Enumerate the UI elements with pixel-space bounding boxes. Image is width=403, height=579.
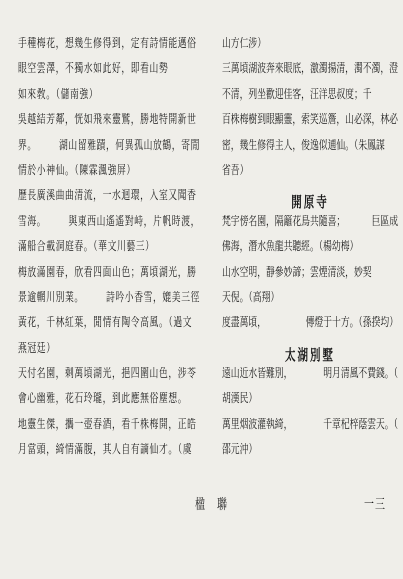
text-line <box>222 266 398 291</box>
text-line <box>18 37 200 62</box>
text-line <box>222 392 398 417</box>
line-text: 會心幽雅，花石玲瓏，到此應無俗塵想。 <box>18 392 188 407</box>
text-line <box>18 367 200 392</box>
text-line <box>18 62 200 87</box>
left-text-column <box>18 37 200 469</box>
section-heading-kaiyuan-temple: 開原寺 <box>291 194 329 212</box>
line-text-tail: 與東西山遙遙對峙，片帆時渡， <box>68 214 200 230</box>
line-text: 滿船合載洞庭春。（華文川藝三） <box>18 240 155 255</box>
text-line <box>18 88 200 113</box>
text-line <box>18 418 200 443</box>
section-heading-taihu-villa: 太湖別墅 <box>285 347 335 365</box>
text-line <box>222 367 398 392</box>
text-line <box>18 240 200 265</box>
text-line <box>18 316 200 341</box>
line-text: 遠山近水皆難別， <box>222 367 293 382</box>
text-line <box>18 291 200 316</box>
line-text: 界。 <box>18 138 37 154</box>
line-text: 山水空明，靜參妙諦；雲煙清淡，妙契 <box>222 265 372 281</box>
running-footer-title: 楹 聯 <box>195 498 228 514</box>
line-text-tail: 明月清風不費錢。（ <box>323 367 398 382</box>
line-text: 天付名園，剩萬頃湖光，挹四圍山色，涉苓 <box>18 367 197 382</box>
page-number: 一三 <box>364 498 386 514</box>
line-text: 密，幾生修得主人，俊逸似逋仙。（朱鳳謀 <box>222 138 385 154</box>
line-text: 燕冠廷） <box>18 341 56 357</box>
line-text: 山方仁涉） <box>222 37 266 52</box>
text-line <box>222 443 398 468</box>
line-text: 胡漢民） <box>222 392 258 407</box>
line-text-tail: 傳燈于十方。（孫揆均） <box>305 316 398 331</box>
text-line <box>222 240 398 265</box>
text-line <box>18 443 200 468</box>
line-text: 天倪。（高翔） <box>222 290 280 306</box>
line-text: 百株梅樹到眼顯靈，索笑巡簷，山必深，林必 <box>222 113 398 128</box>
line-text: 情於小神仙。（陳霖渢強屏） <box>18 163 136 179</box>
right-text-column <box>222 37 398 469</box>
line-text-tail: 千章杞梓蔭雲天。（ <box>323 417 398 433</box>
text-line <box>222 62 398 87</box>
text-line <box>18 392 200 417</box>
line-text: 三萬頃湖波奔來眼底，激濁揚清，濁不濁，澄 <box>222 62 398 77</box>
line-text: 邵元沖） <box>222 443 258 458</box>
line-text: 不清，列坐歡迎佳客，汪洋思叔度；千 <box>222 87 372 103</box>
line-text: 佛海，潛水魚龍共聽經。（楊幼梅） <box>222 240 359 255</box>
text-line <box>222 316 398 341</box>
text-line <box>18 164 200 189</box>
text-line <box>18 215 200 240</box>
line-text: 度盡萬頃， <box>222 316 266 331</box>
line-text: 如來敎。（儲南強） <box>18 87 99 103</box>
line-text-tail: 巨區成 <box>371 214 398 230</box>
line-text: 梵宇傍名園，隔籬花鳥共隨喜； <box>222 214 346 230</box>
line-text: 眼空雲澤，不獨水如此好，即看山勢 <box>18 62 169 77</box>
text-line <box>222 88 398 113</box>
text-line <box>222 139 398 164</box>
text-line <box>222 418 398 443</box>
line-text: 月當頭，綺情滿腹，其人自有謫仙才。（虞 <box>18 443 193 458</box>
line-text: 黃花，千林紅葉，閒情有陶令高風。（過文 <box>18 316 193 331</box>
text-line <box>222 215 398 240</box>
text-line <box>18 189 200 214</box>
text-line <box>222 291 398 316</box>
line-text: 地靈生傑，攜一壺春酒，看千株梅開，正皓 <box>18 417 197 433</box>
line-text-tail: 湖山留雅蹟，何異孤山放鶴，寄閒 <box>59 138 200 154</box>
text-line <box>222 113 398 138</box>
line-text: 省吾） <box>222 163 249 179</box>
section-heading-row <box>222 342 398 367</box>
text-line <box>222 37 398 62</box>
text-line <box>222 164 398 189</box>
text-line <box>18 139 200 164</box>
line-text: 雪海。 <box>18 214 47 230</box>
section-heading-row <box>222 189 398 214</box>
line-text: 手種梅花，想幾生修得到，定有詩情能邁俗 <box>18 37 197 52</box>
line-text-tail: 詩吟小香雪，媲美三徑 <box>106 290 200 306</box>
line-text: 梅放滿園春，欣看四面山色；萬頃湖光，勝 <box>18 265 197 281</box>
text-line <box>18 266 200 291</box>
line-text: 萬里烟波灌執綺， <box>222 417 293 433</box>
line-text: 吳越結芳鄰，恍如飛來靈鷲，勝地特開新世 <box>18 113 197 128</box>
text-line <box>18 342 200 367</box>
text-line <box>18 113 200 138</box>
line-text: 歷長廣溪曲曲清流，一水迴環，入室又聞香 <box>18 189 197 204</box>
line-text: 景逾輞川別業。 <box>18 290 84 306</box>
